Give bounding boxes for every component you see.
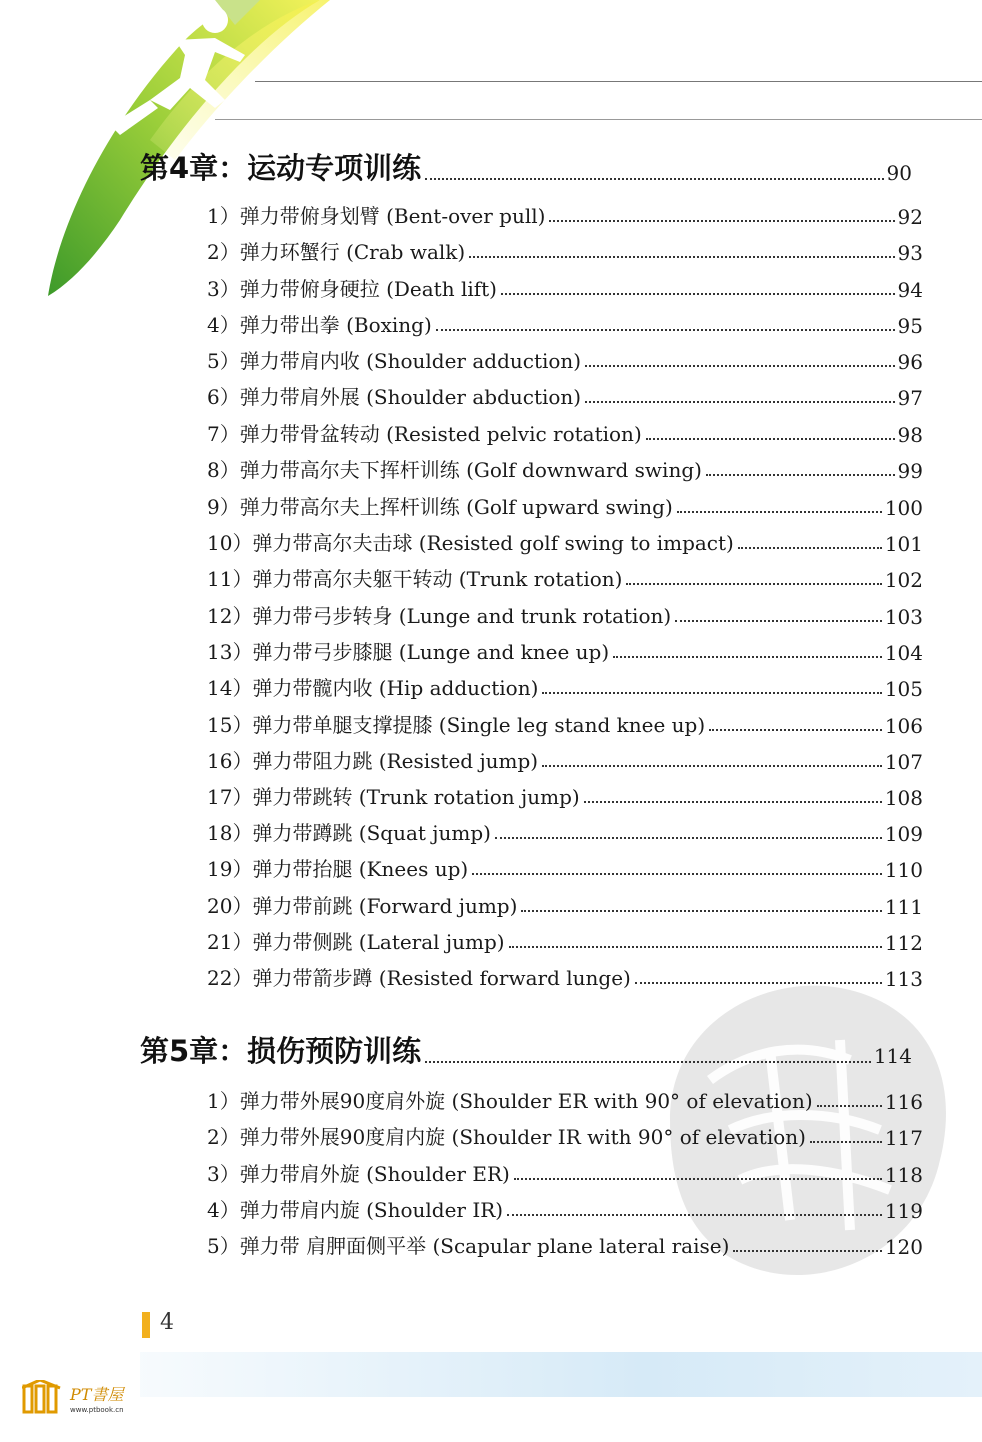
entry-title: 1）弹力带俯身划臂 (Bent-over pull) — [207, 204, 546, 228]
dot-leader — [521, 910, 881, 912]
dot-leader — [509, 946, 882, 948]
entry-title: 5）弹力带肩内收 (Shoulder adduction) — [207, 349, 582, 373]
logo-url: www.ptbook.cn — [70, 1406, 124, 1414]
dot-leader — [810, 1141, 882, 1143]
toc-entry[interactable] — [207, 1084, 923, 1114]
chapter-page-number: 114 — [873, 1044, 912, 1068]
toc-entry[interactable] — [207, 308, 923, 338]
logo-name: PT書屋 — [70, 1385, 124, 1404]
dot-leader — [675, 620, 882, 622]
entry-page-number: 108 — [884, 786, 923, 810]
entry-page-number: 97 — [897, 386, 923, 410]
dot-leader — [585, 365, 894, 367]
entry-page-number: 120 — [884, 1235, 923, 1259]
entry-page-number: 98 — [897, 423, 923, 447]
entry-title: 16）弹力带阻力跳 (Resisted jump) — [207, 749, 539, 773]
dot-leader — [425, 1061, 871, 1063]
dot-leader — [514, 1178, 882, 1180]
entry-title: 13）弹力带弓步膝腿 (Lunge and knee up) — [207, 640, 610, 664]
dot-leader — [646, 438, 895, 440]
entry-page-number: 102 — [884, 568, 923, 592]
entry-title: 3）弹力带肩外旋 (Shoulder ER) — [207, 1162, 510, 1186]
toc-entry[interactable] — [207, 961, 923, 991]
dot-leader — [542, 765, 882, 767]
entry-page-number: 96 — [897, 350, 923, 374]
dot-leader — [495, 837, 882, 839]
toc-entry[interactable] — [207, 1157, 923, 1187]
chapter-title: 第5章：损伤预防训练 — [140, 1034, 422, 1068]
dot-leader — [817, 1105, 882, 1107]
dot-leader — [585, 401, 894, 403]
toc-entry[interactable] — [207, 1229, 923, 1259]
entry-title: 19）弹力带抬腿 (Knees up) — [207, 857, 469, 881]
entry-title: 21）弹力带侧跳 (Lateral jump) — [207, 930, 505, 954]
entry-title: 1）弹力带外展90度肩外旋 (Shoulder ER with 90° of elevation) — [207, 1089, 813, 1113]
toc-entry[interactable] — [207, 199, 923, 229]
entry-page-number: 101 — [884, 532, 923, 556]
dot-leader — [584, 801, 882, 803]
entry-page-number: 109 — [884, 822, 923, 846]
entry-page-number: 92 — [897, 205, 923, 229]
entry-title: 4）弹力带肩内旋 (Shoulder IR) — [207, 1198, 504, 1222]
toc-entry[interactable] — [207, 235, 923, 265]
entry-page-number: 107 — [884, 750, 923, 774]
toc-entry[interactable] — [207, 453, 923, 483]
toc-entry[interactable] — [207, 562, 923, 592]
chapter-heading[interactable] — [140, 147, 912, 187]
entry-title: 14）弹力带髋内收 (Hip adduction) — [207, 676, 539, 700]
dot-leader — [469, 256, 894, 258]
toc-entry[interactable] — [207, 889, 923, 919]
entry-title: 7）弹力带骨盆转动 (Resisted pelvic rotation) — [207, 422, 642, 446]
chapter-heading[interactable] — [140, 1030, 912, 1070]
toc-entry[interactable] — [207, 744, 923, 774]
toc-entry[interactable] — [207, 708, 923, 738]
dot-leader — [706, 474, 895, 476]
dot-leader — [501, 293, 895, 295]
entry-title: 4）弹力带出拳 (Boxing) — [207, 313, 432, 337]
entry-page-number: 110 — [884, 858, 923, 882]
chapter-title: 第4章：运动专项训练 — [140, 151, 422, 185]
toc-entry[interactable] — [207, 852, 923, 882]
entry-title: 9）弹力带高尔夫上挥杆训练 (Golf upward swing) — [207, 495, 673, 519]
entry-title: 15）弹力带单腿支撑提膝 (Single leg stand knee up) — [207, 713, 706, 737]
dot-leader — [635, 982, 882, 984]
toc-entry[interactable] — [207, 1193, 923, 1223]
entry-page-number: 99 — [897, 459, 923, 483]
entry-page-number: 117 — [884, 1126, 923, 1150]
book-logo-icon — [22, 1380, 66, 1416]
entry-page-number: 112 — [884, 931, 923, 955]
page-number-marker — [142, 1312, 150, 1338]
entry-title: 2）弹力环蟹行 (Crab walk) — [207, 240, 466, 264]
entry-page-number: 103 — [884, 605, 923, 629]
entry-page-number: 95 — [897, 314, 923, 338]
dot-leader — [677, 511, 882, 513]
toc-entry[interactable] — [207, 417, 923, 447]
entry-page-number: 116 — [884, 1090, 923, 1114]
entry-page-number: 100 — [884, 496, 923, 520]
entry-title: 3）弹力带俯身硬拉 (Death lift) — [207, 277, 497, 301]
toc-entry[interactable] — [207, 816, 923, 846]
toc-entry[interactable] — [207, 526, 923, 556]
entry-page-number: 119 — [884, 1199, 923, 1223]
entry-page-number: 111 — [884, 895, 923, 919]
toc-entry[interactable] — [207, 344, 923, 374]
dot-leader — [733, 1250, 881, 1252]
entry-title: 12）弹力带弓步转身 (Lunge and trunk rotation) — [207, 604, 672, 628]
entry-title: 20）弹力带前跳 (Forward jump) — [207, 894, 518, 918]
dot-leader — [425, 178, 883, 180]
entry-title: 11）弹力带高尔夫躯干转动 (Trunk rotation) — [207, 567, 623, 591]
entry-page-number: 93 — [897, 241, 923, 265]
dot-leader — [549, 220, 894, 222]
dot-leader — [436, 329, 895, 331]
entry-title: 5）弹力带 肩胛面侧平举 (Scapular plane lateral raise) — [207, 1234, 730, 1258]
dot-leader — [613, 656, 882, 658]
dot-leader — [738, 547, 882, 549]
chapter-page-number: 90 — [886, 161, 912, 185]
toc-entry[interactable] — [207, 635, 923, 665]
entry-page-number: 94 — [897, 278, 923, 302]
dot-leader — [472, 873, 882, 875]
toc-entry[interactable] — [207, 780, 923, 810]
entry-title: 6）弹力带肩外展 (Shoulder abduction) — [207, 385, 582, 409]
dot-leader — [507, 1214, 882, 1216]
footer-band — [140, 1352, 982, 1397]
toc-entry[interactable] — [207, 925, 923, 955]
entry-page-number: 118 — [884, 1163, 923, 1187]
entry-title: 10）弹力带高尔夫击球 (Resisted golf swing to impact) — [207, 531, 734, 555]
toc-entry[interactable] — [207, 599, 923, 629]
dot-leader — [626, 583, 881, 585]
entry-title: 8）弹力带高尔夫下挥杆训练 (Golf downward swing) — [207, 458, 702, 482]
toc-entry[interactable] — [207, 490, 923, 520]
entry-page-number: 104 — [884, 641, 923, 665]
entry-page-number: 113 — [884, 967, 923, 991]
toc-entry[interactable] — [207, 380, 923, 410]
dot-leader — [709, 729, 882, 731]
entry-page-number: 106 — [884, 714, 923, 738]
entry-title: 2）弹力带外展90度肩内旋 (Shoulder IR with 90° of elevation) — [207, 1125, 806, 1149]
entry-title: 18）弹力带蹲跳 (Squat jump) — [207, 821, 491, 845]
entry-title: 22）弹力带箭步蹲 (Resisted forward lunge) — [207, 966, 631, 990]
entry-title: 17）弹力带跳转 (Trunk rotation jump) — [207, 785, 580, 809]
toc-entry[interactable] — [207, 671, 923, 701]
page-number: 4 — [160, 1310, 174, 1335]
toc-entry[interactable] — [207, 1120, 923, 1150]
dot-leader — [542, 692, 881, 694]
toc-entry[interactable] — [207, 272, 923, 302]
entry-page-number: 105 — [884, 677, 923, 701]
